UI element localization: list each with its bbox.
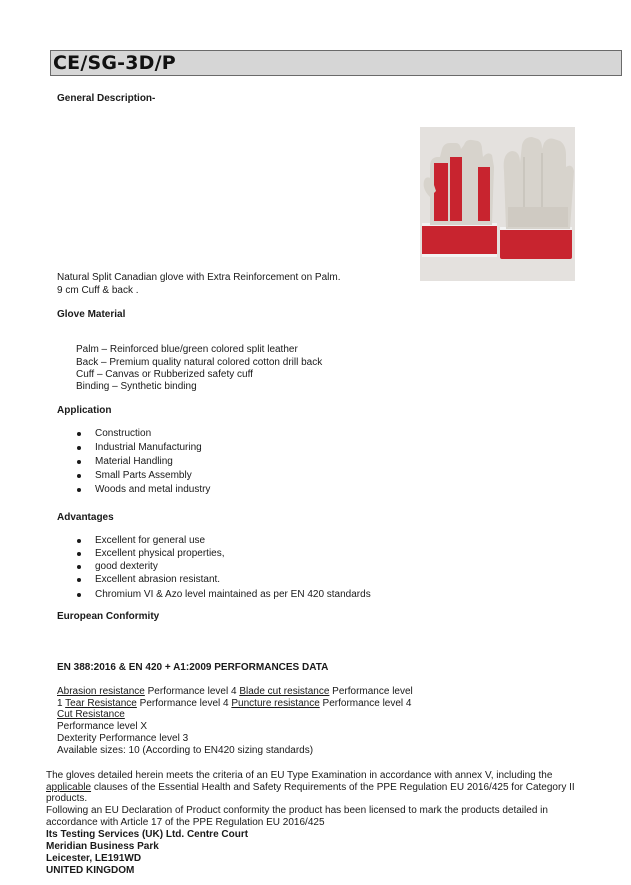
tear-value: Performance level 4 [136, 698, 232, 709]
advantages-heading: Advantages [57, 512, 114, 523]
material-back: Back – Premium quality natural colored cotton drill back [76, 357, 323, 368]
list-item: good dexterity [75, 560, 371, 573]
compliance-line-1: The gloves detailed herein meets the criteria of an EU Type Examination in accordance with annex V, including the [46, 770, 553, 781]
description-line-2: 9 cm Cuff & back . [57, 285, 139, 296]
tear-label: Tear Resistance [65, 698, 137, 709]
list-item: Chromium VI & Azo level maintained as per EN 420 standards [75, 588, 371, 602]
compliance-line-2-rest: clauses of the Essential Health and Safety Requirements of the PPE Regulation EU 2016/425 for Category II [91, 782, 575, 793]
right-glove [500, 137, 574, 259]
compliance-line-5: accordance with Article 17 of the PPE Regulation EU 2016/425 [46, 817, 325, 828]
compliance-line-4: Following an EU Declaration of Product conformity the product has been licensed to mark the products detailed in [46, 805, 548, 816]
puncture-value: Performance level 4 [319, 698, 412, 709]
compliance-line-3: products. [46, 793, 88, 804]
application-heading: Application [57, 405, 112, 416]
advantages-list [75, 534, 371, 602]
list-item: Material Handling [75, 455, 210, 469]
cut-resistance-value: Performance level X [57, 721, 148, 732]
compliance-line-2 [46, 782, 575, 793]
list-item: Industrial Manufacturing [75, 441, 210, 455]
performance-line-1 [57, 686, 413, 697]
address-line-3: Leicester, LE191WD [46, 853, 142, 864]
list-item: Construction [75, 427, 210, 441]
list-item: Excellent for general use [75, 534, 371, 547]
address-line-1: Its Testing Services (UK) Ltd. Centre Court [46, 829, 249, 840]
document-title: CE/SG-3D/P [53, 52, 176, 74]
blade-label: Blade cut resistance [239, 686, 330, 697]
puncture-label: Puncture resistance [231, 698, 320, 709]
abrasion-label: Abrasion resistance [57, 686, 145, 697]
material-binding: Binding – Synthetic binding [76, 381, 197, 392]
abrasion-value: Performance level 4 [144, 686, 240, 697]
leather-glove-pair-icon [420, 127, 575, 281]
material-palm: Palm – Reinforced blue/green colored split leather [76, 344, 298, 355]
dexterity-line: Dexterity Performance level 3 [57, 733, 189, 744]
blade-level-value: 1 [57, 698, 66, 709]
available-sizes: Available sizes: 10 (According to EN420 sizing standards) [57, 745, 314, 756]
performance-heading: EN 388:2016 & EN 420 + A1:2009 PERFORMANCES DATA [57, 662, 329, 673]
list-item: Small Parts Assembly [75, 469, 210, 483]
european-conformity-heading: European Conformity [57, 611, 160, 622]
compliance-link[interactable]: applicable [46, 782, 92, 793]
glove-photo [420, 127, 575, 281]
glove-material-heading: Glove Material [57, 309, 126, 320]
document-title-bar [50, 50, 622, 76]
address-line-4: UNITED KINGDOM [46, 865, 135, 876]
list-item: Woods and metal industry [75, 483, 210, 497]
general-description-heading: General Description- [57, 93, 156, 104]
description-line-1: Natural Split Canadian glove with Extra Reinforcement on Palm. [57, 272, 341, 283]
material-cuff: Cuff – Canvas or Rubberized safety cuff [76, 369, 253, 380]
list-item: Excellent physical properties, [75, 547, 371, 560]
blade-value: Performance level [329, 686, 413, 697]
list-item: Excellent abrasion resistant. [75, 573, 371, 586]
application-list [75, 427, 210, 497]
address-line-2: Meridian Business Park [46, 841, 159, 852]
cut-resistance-label: Cut Resistance [57, 709, 125, 720]
performance-line-2 [57, 698, 411, 709]
